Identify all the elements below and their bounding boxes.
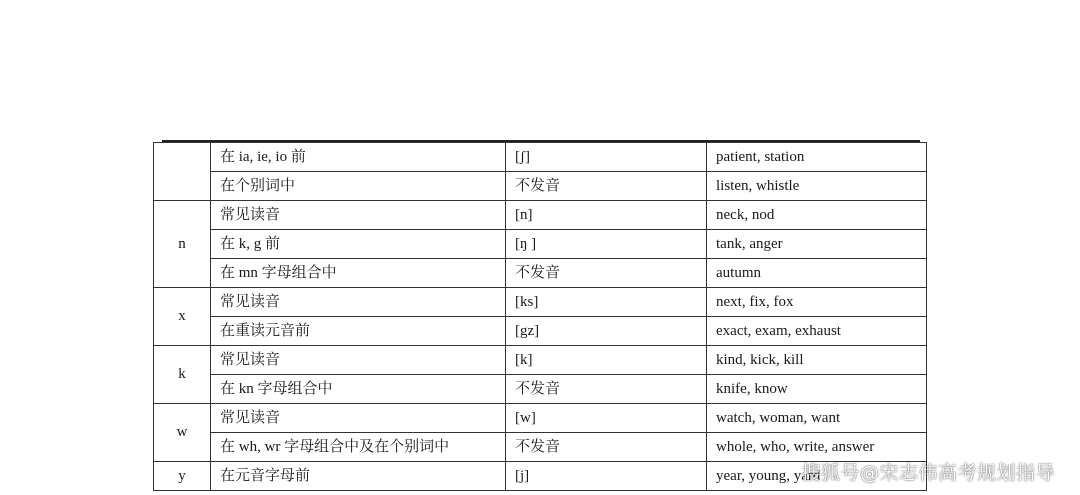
examples-cell: patient, station [707, 143, 927, 172]
sound-cell: [n] [506, 201, 707, 230]
sound-cell: [j] [506, 462, 707, 491]
table-row [154, 201, 927, 230]
sound-cell: [w] [506, 404, 707, 433]
sound-cell: 不发音 [506, 172, 707, 201]
table-row [154, 143, 927, 172]
examples-cell: listen, whistle [707, 172, 927, 201]
condition-cell: 常见读音 [211, 346, 506, 375]
condition-cell: 在 kn 字母组合中 [211, 375, 506, 404]
examples-cell: whole, who, write, answer [707, 433, 927, 462]
examples-cell: kind, kick, kill [707, 346, 927, 375]
letter-cell-empty [154, 143, 211, 201]
phonics-table [153, 142, 927, 491]
condition-cell: 在 mn 字母组合中 [211, 259, 506, 288]
table-row [154, 317, 927, 346]
examples-cell: tank, anger [707, 230, 927, 259]
examples-cell: watch, woman, want [707, 404, 927, 433]
table-row [154, 230, 927, 259]
examples-cell: autumn [707, 259, 927, 288]
condition-cell: 在元音字母前 [211, 462, 506, 491]
table-row [154, 288, 927, 317]
table-row [154, 346, 927, 375]
sound-cell: 不发音 [506, 375, 707, 404]
table-row [154, 404, 927, 433]
sound-cell: [gz] [506, 317, 707, 346]
condition-cell: 常见读音 [211, 201, 506, 230]
letter-cell: n [154, 201, 211, 288]
letter-cell: y [154, 462, 211, 491]
condition-cell: 在个别词中 [211, 172, 506, 201]
sound-cell: 不发音 [506, 259, 707, 288]
condition-cell: 常见读音 [211, 288, 506, 317]
sound-cell: 不发音 [506, 433, 707, 462]
examples-cell: exact, exam, exhaust [707, 317, 927, 346]
letter-cell: k [154, 346, 211, 404]
condition-cell: 在 k, g 前 [211, 230, 506, 259]
examples-cell: knife, know [707, 375, 927, 404]
examples-cell: neck, nod [707, 201, 927, 230]
table-row [154, 259, 927, 288]
table-row [154, 375, 927, 404]
sound-cell: [ŋ ] [506, 230, 707, 259]
examples-cell: year, young, yard [707, 462, 927, 491]
sound-cell: [ʃ] [506, 143, 707, 172]
condition-cell: 在重读元音前 [211, 317, 506, 346]
watermark-text: 搜狐号@宋志伟高考规划指导 [801, 462, 1055, 484]
condition-cell: 在 wh, wr 字母组合中及在个别词中 [211, 433, 506, 462]
table-row [154, 172, 927, 201]
sound-cell: [k] [506, 346, 707, 375]
sound-cell: [ks] [506, 288, 707, 317]
condition-cell: 常见读音 [211, 404, 506, 433]
examples-cell: next, fix, fox [707, 288, 927, 317]
letter-cell: x [154, 288, 211, 346]
letter-cell: w [154, 404, 211, 462]
condition-cell: 在 ia, ie, io 前 [211, 143, 506, 172]
